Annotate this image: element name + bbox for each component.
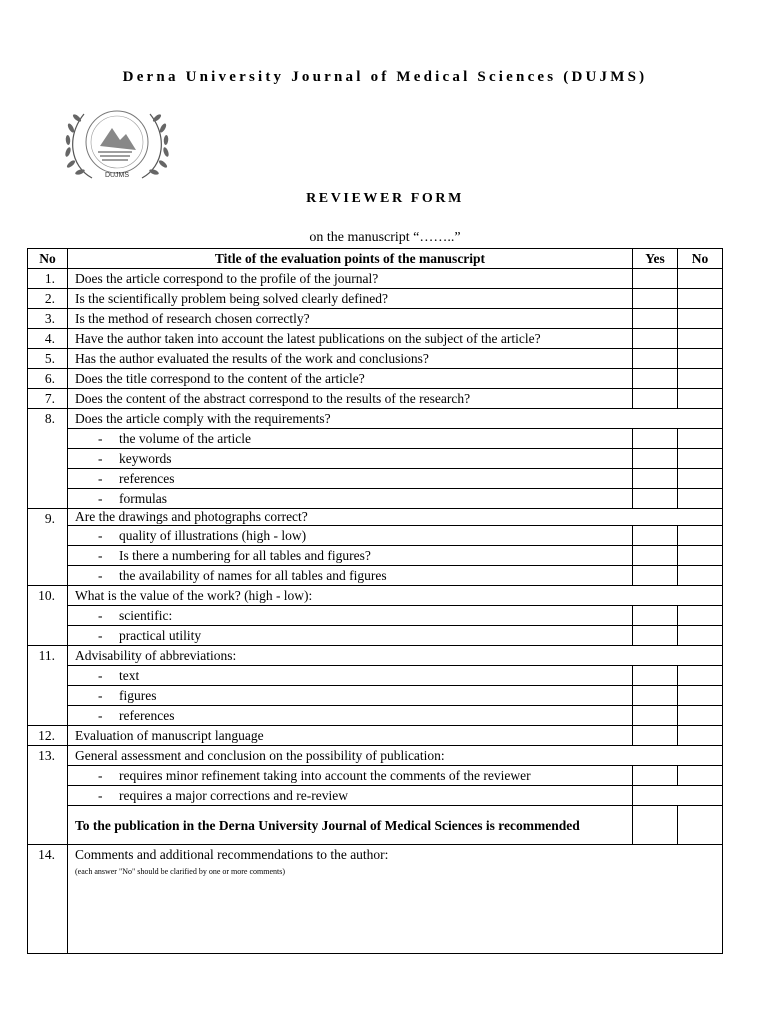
no-cell[interactable] [678,369,723,389]
recommend-row [28,806,723,845]
form-title: REVIEWER FORM [306,191,464,206]
sub-row [28,626,723,646]
row-number: 9. [28,509,68,586]
sub-item: - the availability of names for all tables and figures [68,566,633,586]
sub-row [28,429,723,449]
row-number: 8. [28,409,68,509]
sub-item: - quality of illustrations (high - low) [68,526,633,546]
sub-row [28,666,723,686]
sub-row [28,469,723,489]
row-number: 10. [28,586,68,646]
table-row [28,646,723,666]
no-cell[interactable] [678,349,723,369]
row-number: 7. [28,389,68,409]
yes-cell[interactable] [633,369,678,389]
sub-row [28,546,723,566]
col-header-title: Title of the evaluation points of the manuscript [68,249,633,269]
yes-cell[interactable] [633,626,678,646]
row-number: 13. [28,746,68,845]
no-cell[interactable] [678,726,723,746]
question-text: General assessment and conclusion on the possibility of publication: [68,746,723,766]
sub-item: - keywords [68,449,633,469]
question-text: Have the author taken into account the latest publications on the subject of the article? [68,329,633,349]
journal-title: Derna University Journal of Medical Sciences (DUJMS) [122,69,648,85]
sub-item: - text [68,666,633,686]
yes-cell[interactable] [633,726,678,746]
table-row [28,845,723,954]
yes-cell[interactable] [633,269,678,289]
no-cell[interactable] [678,526,723,546]
sub-row [28,766,723,786]
sub-row [28,686,723,706]
question-text: Does the content of the abstract correspond to the results of the research? [68,389,633,409]
no-cell[interactable] [678,289,723,309]
table-row [28,509,723,526]
table-row [28,726,723,746]
table-row [28,309,723,329]
yes-cell[interactable] [633,309,678,329]
sub-row [28,786,723,806]
question-text: Advisability of abbreviations: [68,646,723,666]
no-cell[interactable] [678,806,723,845]
table-row [28,586,723,606]
row-number: 4. [28,329,68,349]
sub-item: - practical utility [68,626,633,646]
no-cell[interactable] [678,329,723,349]
yes-cell[interactable] [633,526,678,546]
row-number: 3. [28,309,68,329]
yes-cell[interactable] [633,469,678,489]
row-number: 2. [28,289,68,309]
sub-row [28,566,723,586]
table-row [28,746,723,766]
recommendation-text: To the publication in the Derna University Journal of Medical Sciences is recommended [68,806,633,845]
table-row [28,269,723,289]
table-row [28,409,723,429]
yes-cell[interactable] [633,806,678,845]
table-row [28,369,723,389]
col-header-yes: Yes [633,249,678,269]
manuscript-subtitle: on the manuscript “……..” [309,230,461,245]
no-cell[interactable] [678,766,723,786]
row-number: 1. [28,269,68,289]
sub-item: - requires minor refinement taking into account the comments of the reviewer [68,766,633,786]
sub-row [28,606,723,626]
no-cell[interactable] [678,706,723,726]
sub-item: - references [68,469,633,489]
sub-row [28,449,723,469]
evaluation-table [27,248,723,954]
no-cell[interactable] [678,309,723,329]
table-row [28,349,723,369]
no-cell[interactable] [678,269,723,289]
comments-note: (each answer "No" should be clarified by one or more comments) [75,867,286,876]
row-number: 11. [28,646,68,726]
question-text: Does the title correspond to the content of the article? [68,369,633,389]
no-cell[interactable] [678,449,723,469]
sub-item: - formulas [68,489,633,509]
question-text: Is the scientifically problem being solved clearly defined? [68,289,633,309]
no-cell[interactable] [678,489,723,509]
no-cell[interactable] [678,606,723,626]
sub-item: - figures [68,686,633,706]
empty-cell [633,786,723,806]
table-header-row [28,249,723,269]
table-row [28,329,723,349]
col-header-no-answer: No [678,249,723,269]
question-text: Are the drawings and photographs correct? [68,509,723,526]
sub-item: - references [68,706,633,726]
no-cell[interactable] [678,389,723,409]
yes-cell[interactable] [633,449,678,469]
no-cell[interactable] [678,666,723,686]
table-row [28,289,723,309]
yes-cell[interactable] [633,686,678,706]
yes-cell[interactable] [633,349,678,369]
col-header-no: No [28,249,68,269]
no-cell[interactable] [678,546,723,566]
question-text: Does the article comply with the requirements? [68,409,723,429]
row-number: 5. [28,349,68,369]
yes-cell[interactable] [633,389,678,409]
no-cell[interactable] [678,469,723,489]
svg-text:DUJMS: DUJMS [104,172,130,179]
yes-cell[interactable] [633,429,678,449]
question-text: Evaluation of manuscript language [68,726,633,746]
no-cell[interactable] [678,429,723,449]
no-cell[interactable] [678,566,723,586]
question-text: What is the value of the work? (high - low): [68,586,723,606]
yes-cell[interactable] [633,289,678,309]
yes-cell[interactable] [633,489,678,509]
sub-row [28,489,723,509]
sub-row [28,706,723,726]
yes-cell[interactable] [633,766,678,786]
yes-cell[interactable] [633,606,678,626]
row-number: 14. [28,845,68,954]
sub-item: - Is there a numbering for all tables and figures? [68,546,633,566]
no-cell[interactable] [678,626,723,646]
question-text: Has the author evaluated the results of the work and conclusions? [68,349,633,369]
question-text: Is the method of research chosen correctly? [68,309,633,329]
sub-item: - the volume of the article [68,429,633,449]
yes-cell[interactable] [633,706,678,726]
table-row [28,389,723,409]
no-cell[interactable] [678,686,723,706]
comments-area[interactable] [68,845,723,954]
yes-cell[interactable] [633,329,678,349]
yes-cell[interactable] [633,566,678,586]
row-number: 12. [28,726,68,746]
comments-label: Comments and additional recommendations to the author: [75,847,389,862]
sub-item: - requires a major corrections and re-review [68,786,633,806]
sub-item: - scientific: [68,606,633,626]
yes-cell[interactable] [633,666,678,686]
question-text: Does the article correspond to the profile of the journal? [68,269,633,289]
sub-row [28,526,723,546]
yes-cell[interactable] [633,546,678,566]
row-number: 6. [28,369,68,389]
dujms-logo [62,106,172,184]
